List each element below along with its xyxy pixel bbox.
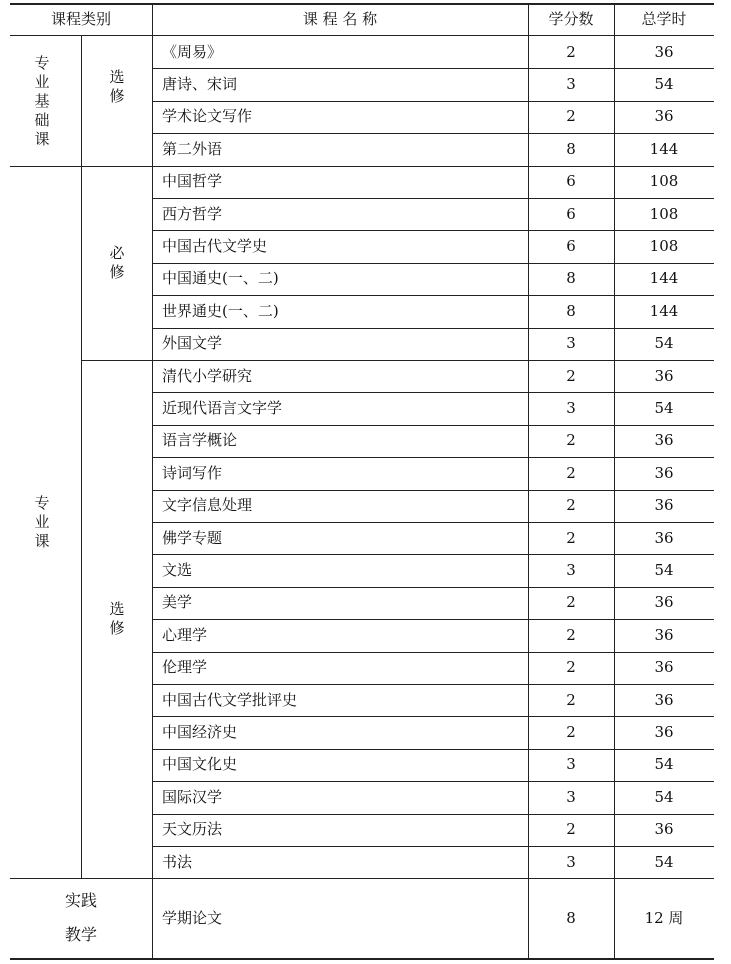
hours-cell: 36 [654, 723, 674, 742]
course-name-cell: 世界通史(一、二) [162, 301, 279, 320]
credits-cell: 6 [566, 204, 576, 223]
hours-cell: 54 [654, 787, 674, 806]
credits-cell: 2 [566, 690, 576, 709]
course-name-cell: 外国文学 [162, 334, 223, 353]
basic-group-bottom-border [10, 166, 714, 167]
course-name-cell: 中国经济史 [162, 723, 238, 742]
hours-cell: 108 [649, 172, 679, 191]
credits-cell: 2 [566, 593, 576, 612]
major-group-bottom-border [10, 878, 714, 879]
group-label-basic: 专 业 基 础 课 [34, 53, 50, 148]
course-name-cell: 中国通史(一、二) [162, 269, 279, 288]
hours-cell: 36 [654, 431, 674, 450]
hours-cell: 36 [654, 366, 674, 385]
course-name-cell: 国际汉学 [162, 787, 223, 806]
credits-cell: 3 [566, 334, 576, 353]
hours-cell: 144 [649, 301, 679, 320]
credits-cell: 2 [566, 528, 576, 547]
hours-cell: 36 [654, 463, 674, 482]
credits-cell: 8 [566, 139, 576, 158]
credits-cell: 2 [566, 107, 576, 126]
header-course-name: 课 程 名 称 [302, 9, 378, 28]
hours-cell: 54 [654, 334, 674, 353]
hours-column-divider [614, 4, 615, 959]
group-label-practice [10, 878, 152, 958]
required-subgroup-bottom-border [82, 360, 714, 361]
hours-cell: 36 [654, 496, 674, 515]
course-name-cell: 书法 [162, 852, 193, 871]
credits-cell: 8 [566, 908, 576, 927]
credits-cell: 2 [566, 463, 576, 482]
name-column-divider [152, 4, 153, 959]
credits-cell: 3 [566, 852, 576, 871]
course-name-cell: 心理学 [162, 625, 208, 644]
course-name-cell: 中国文化史 [162, 755, 238, 774]
subgroup-label-basic-elective: 选 修 [109, 68, 125, 105]
subgroup-label-major-elective: 选 修 [109, 600, 125, 637]
practice-line-2: 教学 [64, 925, 97, 944]
credits-cell: 2 [566, 431, 576, 450]
practice-line-1: 实践 [64, 891, 97, 910]
hours-cell: 12 周 [644, 908, 684, 927]
hours-cell: 108 [649, 237, 679, 256]
credits-cell: 2 [566, 625, 576, 644]
hours-cell: 36 [654, 528, 674, 547]
hours-cell: 36 [654, 42, 674, 61]
hours-cell: 36 [654, 625, 674, 644]
course-name-cell: 近现代语言文字学 [162, 399, 283, 418]
credits-cell: 3 [566, 399, 576, 418]
course-name-cell: 学术论文写作 [162, 107, 253, 126]
group-label-major: 专 业 课 [34, 493, 50, 550]
credits-column-divider [528, 4, 529, 959]
course-name-cell: 中国古代文学史 [162, 237, 268, 256]
hours-cell: 54 [654, 561, 674, 580]
course-name-cell: 语言学概论 [162, 431, 238, 450]
credits-cell: 8 [566, 301, 576, 320]
hours-cell: 36 [654, 107, 674, 126]
hours-cell: 54 [654, 755, 674, 774]
hours-cell: 36 [654, 593, 674, 612]
credits-cell: 6 [566, 237, 576, 256]
course-name-cell: 清代小学研究 [162, 366, 253, 385]
credits-cell: 2 [566, 366, 576, 385]
hours-cell: 54 [654, 399, 674, 418]
course-name-cell: 中国哲学 [162, 172, 223, 191]
header-category: 课程类别 [50, 9, 111, 28]
credits-cell: 6 [566, 172, 576, 191]
credits-cell: 3 [566, 75, 576, 94]
course-name-cell: 文字信息处理 [162, 496, 253, 515]
header-hours: 总学时 [641, 9, 687, 28]
top-border [10, 3, 714, 5]
credits-cell: 2 [566, 658, 576, 677]
hours-cell: 144 [649, 269, 679, 288]
subgroup-label-major-required: 必 修 [109, 244, 125, 281]
hours-cell: 144 [649, 139, 679, 158]
subgroup-column-divider [81, 36, 82, 878]
course-name-cell: 第二外语 [162, 139, 223, 158]
credits-cell: 2 [566, 723, 576, 742]
course-name-cell: 天文历法 [162, 820, 223, 839]
credits-cell: 3 [566, 561, 576, 580]
bottom-border [10, 958, 714, 960]
hours-cell: 36 [654, 690, 674, 709]
hours-cell: 54 [654, 852, 674, 871]
hours-cell: 36 [654, 658, 674, 677]
credits-cell: 2 [566, 820, 576, 839]
hours-cell: 108 [649, 204, 679, 223]
header-bottom-border [10, 35, 714, 36]
course-name-cell: 美学 [162, 593, 193, 612]
hours-cell: 36 [654, 820, 674, 839]
course-name-cell: 诗词写作 [162, 463, 223, 482]
header-credits: 学分数 [548, 9, 594, 28]
course-name-cell: 唐诗、宋词 [162, 75, 238, 94]
credits-cell: 8 [566, 269, 576, 288]
credits-cell: 3 [566, 787, 576, 806]
course-name-cell: 中国古代文学批评史 [162, 690, 298, 709]
course-name-cell: 学期论文 [162, 908, 223, 927]
credits-cell: 2 [566, 42, 576, 61]
course-name-cell: 西方哲学 [162, 204, 223, 223]
credits-cell: 2 [566, 496, 576, 515]
hours-cell: 54 [654, 75, 674, 94]
course-name-cell: 文选 [162, 561, 193, 580]
course-name-cell: 佛学专题 [162, 528, 223, 547]
course-name-cell: 《周易》 [162, 42, 223, 61]
credits-cell: 3 [566, 755, 576, 774]
course-name-cell: 伦理学 [162, 658, 208, 677]
